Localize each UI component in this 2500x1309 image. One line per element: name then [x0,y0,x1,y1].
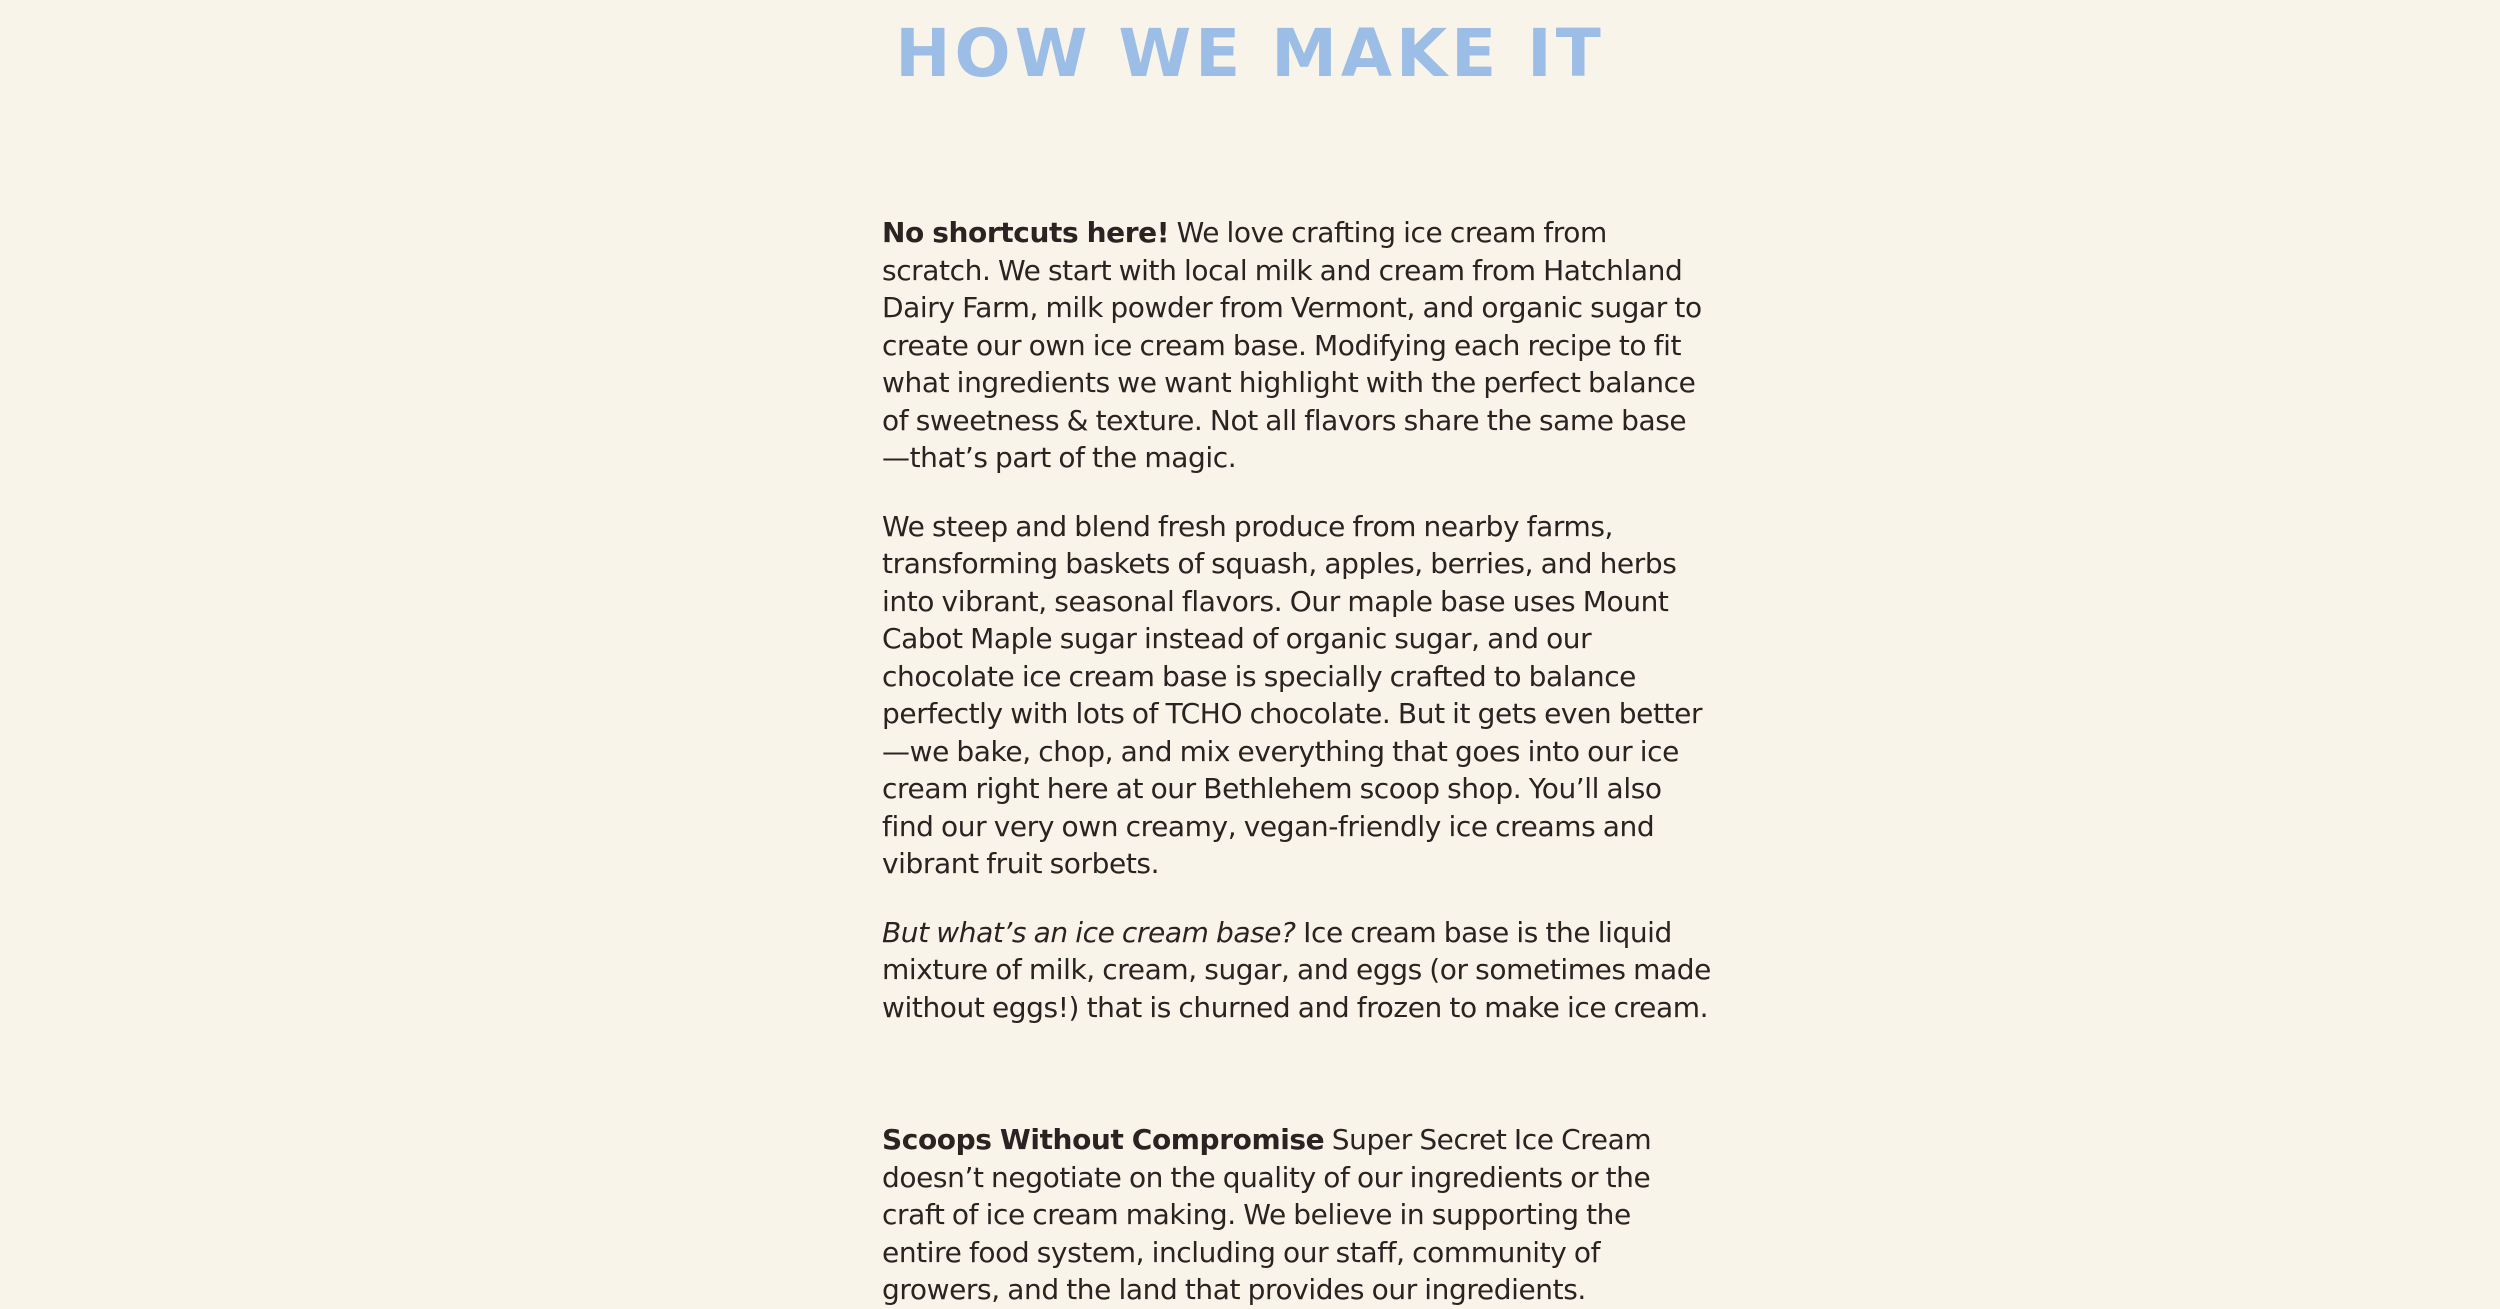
paragraph-text: We love crafting ice cream from scratch. We start with local milk and cream from Hatchland Dairy Farm, milk powder from Vermont, and organic sugar to create our own ice cream base. Modifying each recipe to fit what ingredients we want highlight with the perfect balance of sweetness & texture. Not all flavors share the same base—that’s part of the magic. [882,216,1702,474]
paragraph-no-shortcuts [882,214,1712,477]
paragraph-produce [882,508,1712,883]
paragraph-lead: Scoops Without Compromise [882,1123,1325,1156]
paragraph-lead: But what’s an ice cream base? [882,915,1296,949]
paragraph-no-compromise [882,1121,1712,1309]
paragraph-text: Ice cream base is the liquid mixture of milk, cream, sugar, and eggs (or sometimes made without eggs!) that is churned and frozen to make ice cream. [882,915,1711,1024]
page-title: HOW WE MAKE IT [895,15,1605,92]
paragraph-ice-cream-base [882,914,1712,1027]
paragraph-text: We steep and blend fresh produce from nearby farms, transforming baskets of squash, apples, berries, and herbs into vibrant, seasonal flavors. Our maple base uses Mount Cabot Maple sugar instead of organic sugar, and our chocolate ice cream base is specially crafted to balance perfectly with lots of TCHO chocolate. But it gets even better—we bake, chop, and mix everything that goes into our ice cream right here at our Bethlehem scoop shop. You’ll also find our very own creamy, vegan-friendly ice creams and vibrant fruit sorbets. [882,509,1703,880]
paragraph-text: Super Secret Ice Cream doesn’t negotiate on the quality of our ingredients or the craft of ice cream making. We believe in supporting the entire food system, including our staff, community of growers, and the land that provides our ingredients. [882,1123,1652,1306]
article-body [882,214,1712,1309]
paragraph-lead: No shortcuts here! [882,216,1170,249]
